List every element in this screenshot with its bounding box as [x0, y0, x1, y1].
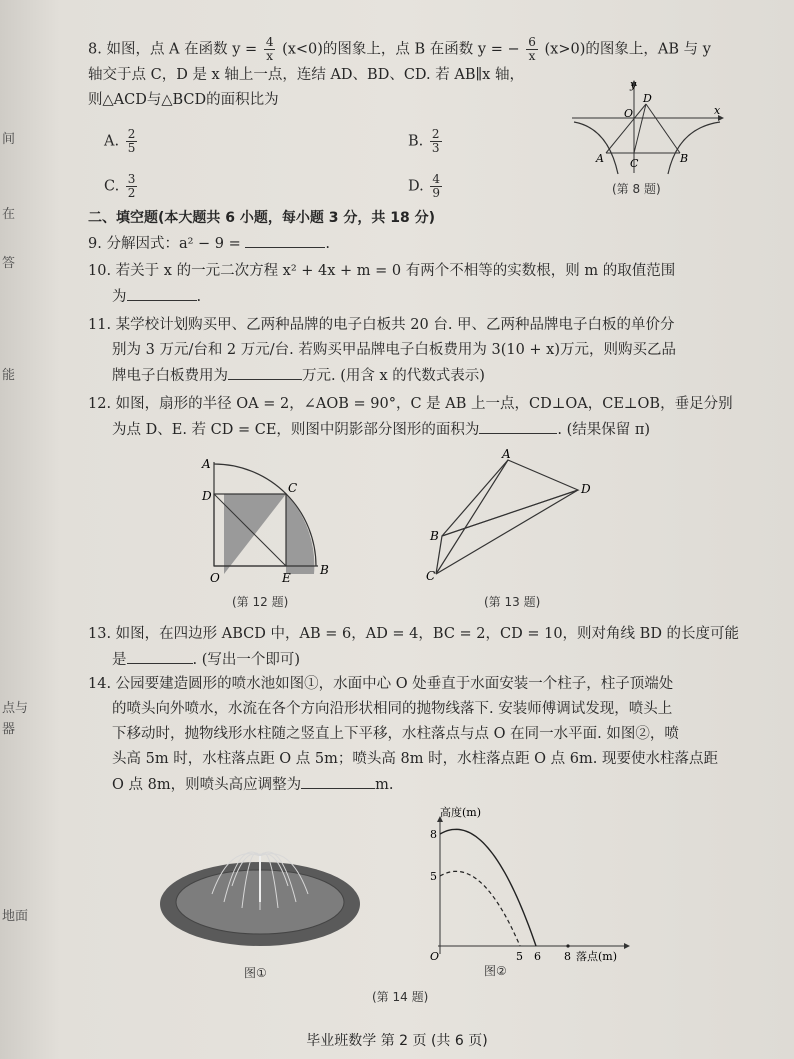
q8-fraction: $\frac{6}{x}$: [528, 35, 536, 63]
q8-option-d[interactable]: D. $\frac{4}{9}$: [408, 172, 440, 200]
margin-fragment: 点与: [2, 701, 29, 716]
q13-caption: (第 13 题): [484, 595, 541, 609]
fountain-illustration: [150, 816, 370, 966]
fig1-caption: 图①: [244, 966, 267, 980]
segment-bd: [646, 104, 680, 153]
question-11: 11. 某学校计划购买甲、乙两种品牌的电子白板共 20 台. 甲、乙两种品牌电子白板的单价分 别为 3 万元/台和 2 万元/台. 若购买甲品牌电子白板费用为 3(10 + x)万元，则购买乙品 牌电子白板费用为 万元. (用含 x 的代数式表示): [88, 317, 677, 384]
fig2-caption: 图②: [484, 964, 507, 978]
q8-line2: 轴交于点 C，D 是 x 轴上一点，连结 AD、BD、CD. 若 AB∥x 轴，: [88, 67, 524, 83]
margin-fragment: 地面: [2, 909, 29, 924]
label-e: E: [282, 571, 291, 585]
label-y: y: [630, 78, 637, 91]
q8-line1: 8. 如图，点 A 在函数 y = $\frac{4}{x}$ (x<0)的图象上，点 B 在函数 y = − $\frac{6}{x}$ (x>0)的图象上，AB 与 y: [88, 35, 711, 63]
q14-caption: (第 14 题): [372, 990, 429, 1004]
y-axis-label: 高度(m): [440, 806, 482, 819]
x-tick-5: 5: [516, 950, 523, 963]
label-b: B: [680, 152, 689, 165]
label-a: A: [502, 448, 511, 461]
q9-answer-blank[interactable]: [245, 231, 325, 248]
margin-fragment: 答: [2, 256, 16, 271]
q8-line3: 则△ACD与△BCD的面积比为: [88, 92, 279, 108]
x-axis-arrow: [624, 943, 630, 949]
q11-answer-blank[interactable]: [228, 363, 302, 380]
q8-option-b[interactable]: B. $\frac{2}{3}$: [408, 127, 440, 155]
x-tick-6: 6: [534, 950, 541, 963]
label-b: B: [320, 563, 329, 577]
q13-figure: [420, 448, 600, 588]
q8-caption: (第 8 题): [612, 182, 661, 196]
label-c: C: [288, 481, 298, 495]
label-o: O: [210, 571, 220, 585]
question-9: 9. 分解因式：a² − 9 = .: [88, 231, 330, 257]
label-o: O: [624, 107, 634, 120]
y-tick-5: 5: [430, 870, 437, 883]
q8-option-a[interactable]: A. $\frac{2}{5}$: [104, 127, 136, 155]
label-d: D: [581, 482, 591, 496]
curve-left: [574, 122, 618, 174]
label-c: C: [630, 157, 639, 170]
q12-answer-blank[interactable]: [479, 417, 557, 434]
q12-caption: (第 12 题): [232, 595, 289, 609]
curve-right: [668, 122, 720, 174]
q10-answer-blank[interactable]: [127, 284, 197, 301]
q12-figure: [196, 454, 346, 590]
shaded-segment: [286, 494, 314, 574]
label-b: B: [430, 529, 439, 543]
q8-fraction: $\frac{4}{x}$: [265, 35, 274, 63]
margin-fragment: 间: [2, 132, 16, 147]
y-tick-8: 8: [430, 828, 437, 841]
quadrilateral-abcd: [436, 460, 578, 574]
margin-fragment: 能: [2, 368, 16, 383]
question-12: 12. 如图，扇形的半径 OA = 2，∠AOB = 90°，C 是 AB 上一点，CD⊥OA，CE⊥OB，垂足分别 为点 D、E. 若 CD = CE，则图中阴影部分图形的面积为 . (结果保留 π): [88, 396, 733, 438]
parabola-height-5: [440, 871, 520, 946]
x-tick-8: 8: [564, 950, 571, 963]
label-a: A: [596, 152, 604, 165]
label-a: A: [202, 457, 211, 471]
question-10: 10. 若关于 x 的一元二次方程 x² + 4x + m = 0 有两个不相等的实数根，则 m 的取值范围 为 .: [88, 263, 676, 305]
margin-fragment: 在: [2, 207, 16, 222]
label-d: D: [202, 489, 212, 503]
label-c: C: [426, 569, 436, 583]
shaded-triangle: [224, 494, 286, 574]
margin-fragment: 器: [2, 722, 16, 737]
label-x: x: [714, 104, 721, 117]
x-tick-8-mark: [566, 944, 569, 947]
q8-figure: [568, 78, 728, 178]
q14-chart: [410, 806, 640, 968]
question-13: 13. 如图，在四边形 ABCD 中，AB = 6，AD = 4，BC = 2，CD = 10，则对角线 BD 的长度可能 是 . (写出一个即可): [88, 626, 740, 668]
parabola-height-8: [440, 829, 536, 946]
q8-option-c[interactable]: C. $\frac{3}{2}$: [104, 172, 136, 200]
origin-label: O: [430, 950, 440, 963]
label-d: D: [643, 92, 652, 105]
section-2-heading: 二、填空题(本大题共 6 小题，每小题 3 分，共 18 分): [88, 210, 436, 226]
question-14: 14. 公园要建造圆形的喷水池如图①，水面中心 O 处垂直于水面安装一个柱子，柱子顶端处 的喷头向外喷水，水流在各个方向沿形状相同的抛物线落下. 安装师傅调试发现，喷头上 下移动时，抛物线形水柱随之竖直上下平移，水柱落点与点 O 在同一水平面. 如图②，喷 头高 5m 时，水柱落点距 O 点 5m；喷头高 8m 时，水柱落点距 O 点 6m. 现要使水柱落点距 O 点 8m，则喷头高应调整为 m.: [88, 676, 718, 793]
q13-answer-blank[interactable]: [127, 647, 193, 664]
q14-answer-blank[interactable]: [301, 772, 375, 789]
x-axis-label: 落点(m): [576, 950, 618, 963]
segment-cd: [436, 490, 578, 574]
page-footer: 毕业班数学 第 2 页 (共 6 页): [306, 1033, 488, 1049]
